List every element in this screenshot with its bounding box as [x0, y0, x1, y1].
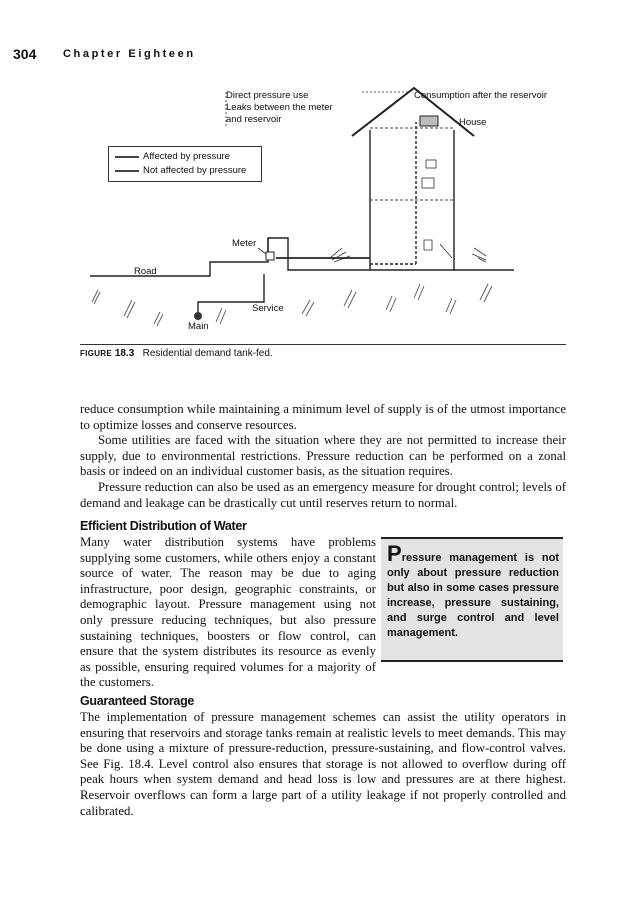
label-leaks: Leaks between the meter — [226, 102, 333, 113]
caption-rule — [80, 344, 566, 345]
label-direct-use: Direct pressure use — [226, 90, 309, 101]
shower-fixture — [426, 160, 436, 168]
label-leaks-2: and reservoir — [226, 114, 282, 125]
garden-spray — [330, 248, 350, 262]
figure-legend: Affected by pressure Not affected by pressure — [108, 146, 262, 182]
label-house: House — [459, 117, 487, 128]
label-service: Service — [252, 303, 284, 314]
label-road: Road — [134, 266, 157, 277]
body-paragraphs-top — [80, 402, 566, 511]
meter-box — [266, 252, 274, 260]
caption-text: Residential demand tank-fed. — [142, 348, 273, 359]
label-meter: Meter — [232, 238, 257, 249]
paragraph: Pressure reduction can also be used as an emergency measure for drought control; levels of demand and leakage can be drastically cut until reserves return to normal. — [80, 479, 566, 510]
sink-fixture — [422, 178, 434, 188]
label-consumption: Consumption after the reservoir — [414, 90, 548, 101]
section-heading: Efficient Distribution of Water — [80, 519, 247, 533]
section-paragraph: Many water distribution systems have problems supplying some customers, while others enjoy a constant source of water. The reason may be due to aging infrastructure, poor design, geographic constraints, or demographic layout. Pressure management using not only pressure reducing techniques, but also pressure sustaining techniques, boosters or flow control, can ensure that the system distributes its resource as evenly as possible, ensuring required volumes for a majority of the customers. — [80, 535, 376, 690]
main-dot — [194, 312, 202, 320]
paragraph: Some utilities are faced with the situation where they are not permitted to increase their supply, due to environmental restrictions. Pressure reduction can be performed on a zonal basis or indeed on an individual customer basis, as the situation requires. — [80, 433, 566, 479]
figure-caption: FIGURE 18.3 Residential demand tank-fed. — [80, 348, 273, 359]
paragraph: reduce consumption while maintaining a minimum level of supply is of the utmost importance to optimize losses and conserve resources. — [80, 402, 566, 432]
pull-quote — [381, 537, 563, 662]
label-main: Main — [188, 321, 209, 332]
drop-cap: P — [387, 541, 402, 566]
residential-tank-diagram — [80, 80, 566, 350]
figure-diagram — [80, 80, 566, 350]
section-paragraph: The implementation of pressure management schemes can assist the utility operators in ensuring that reservoirs and storage tanks remain at realistic levels to meet demands. This may be done using a mixture of pressure-reduction, pressure-sustaining, and flow-control valves. See Fig. 18.4. Level control also ensures that storage is not allowed to overflow during off peak hours when system demand and head loss is low and pressures are at there highest. Reservoir overflows can form a large part of a utility leakage if not properly controlled and calibrated. — [80, 710, 566, 818]
section-heading: Guaranteed Storage — [80, 694, 195, 708]
chapter-title: Chapter Eighteen — [63, 48, 196, 60]
pull-quote-text: ressure management is not only about pressure reduction but also in some cases pressure increase, pressure sustaining, and surge control and level management. — [387, 552, 559, 639]
roof-tank — [420, 116, 438, 126]
page-number: 304 — [13, 46, 37, 62]
